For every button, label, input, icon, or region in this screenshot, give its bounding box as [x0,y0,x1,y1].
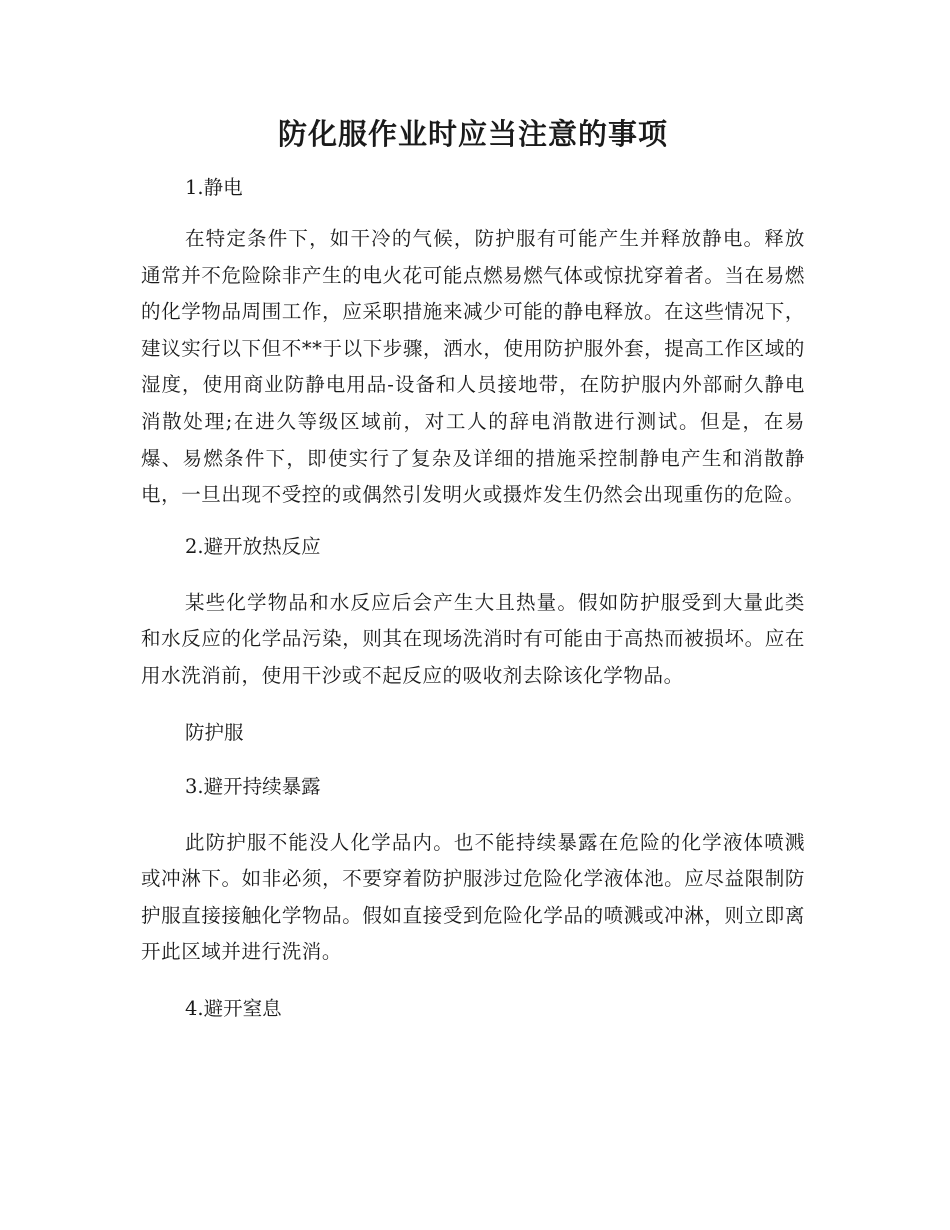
section-paragraph-exothermic-reaction: 某些化学物品和水反应后会产生大且热量。假如防护服受到大量此类和水反应的化学品污染，则其在现场洗消时有可能由于高热而被损坏。应在用水洗消前，使用干沙或不起反应的吸收剂去除该化学物品。 [141,590,805,687]
document-page [141,0,805,1025]
section-paragraph-static-electricity: 在特定条件下，如干冷的气候，防护服有可能产生并释放静电。释放通常并不危险除非产生的电火花可能点燃易燃气体或惊扰穿着者。当在易燃的化学物品周围工作，应采职措施来减少可能的静电释放。在这些情况下，建议实行以下但不**于以下步骤，洒水，使用防护服外套，提高工作区域的湿度，使用商业防静电用品-设备和人员接地带，在防护服内外部耐久静电消散处理;在进久等级区域前，对工人的辞电消散进行测试。但是，在易爆、易燃条件下，即使实行了复杂及详细的措施采控制静电产生和消散静电，一旦出现不受控的或偶然引发明火或摄炸发生仍然会出现重伤的危险。 [141,227,805,507]
section-heading-static-electricity: 1.静电 [185,176,243,199]
section-heading-exothermic-reaction: 2.避开放热反应 [185,534,321,558]
protective-suit-label: 防护服 [185,720,244,744]
section-heading-suffocation: 4.避开窒息 [185,996,282,1020]
section-heading-continuous-exposure: 3.避开持续暴露 [185,774,321,798]
document-title: 防化服作业时应当注意的事项 [277,117,668,151]
section-paragraph-continuous-exposure: 此防护服不能没人化学品内。也不能持续暴露在危险的化学液体喷溅或冲淋下。如非必须，不要穿着防护服涉过危险化学液体池。应尽益限制防护服直接接触化学物品。假如直接受到危险化学品的喷溅或冲淋，则立即离开此区域并进行洗消。 [141,830,805,964]
